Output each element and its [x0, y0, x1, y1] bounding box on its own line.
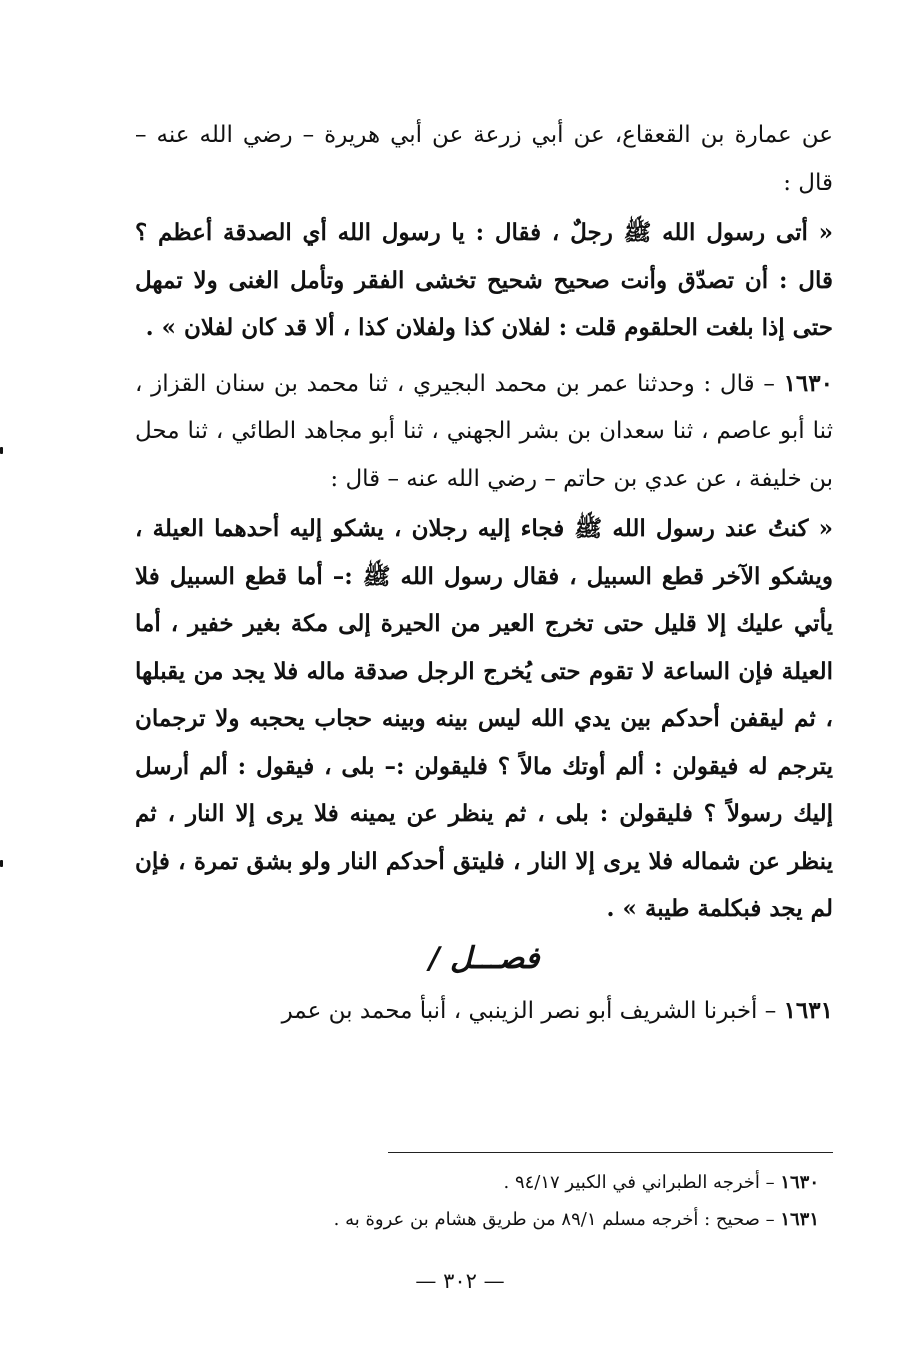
- paragraph-1631-chain: [135, 987, 833, 1036]
- hadith-text-1629: « أتى رسول الله ﷺ رجلٌ ، فقال : يا رسول الله أي الصدقة أعظم ؟ قال : أن تصدّق وأنت صحيح شحيح تخشى الفقر وتأمل الغنى ولا تمهل حتى إذا بلغت الحلقوم قلت : لفلان كذا ولفلان كذا ، ألا قد كان لفلان » .: [135, 219, 833, 341]
- footnote-divider: [388, 1152, 833, 1153]
- chain-text: – قال : وحدثنا عمر بن محمد البجيري ، ثنا محمد بن سنان القزاز ، ثنا أبو عاصم ، ثنا سعدان بن بشر الجهني ، ثنا أبو مجاهد الطائي ، ثنا محل بن خليفة ، عن عدي بن حاتم – رضي الله عنه – قال :: [135, 370, 833, 492]
- main-text: [135, 112, 833, 1035]
- footnotes: [135, 1164, 833, 1238]
- footnote-text: – صحيح : أخرجه مسلم ٨٩/١ من طريق هشام بن عروة به .: [333, 1209, 781, 1230]
- hadith-number: ١٦٣١: [783, 996, 833, 1024]
- paragraph-chain-end: عن عمارة بن القعقاع، عن أبي زرعة عن أبي هريرة – رضي الله عنه – قال :: [135, 122, 833, 196]
- section-title: فصـــل /: [428, 940, 540, 976]
- hadith-text-1630: « كنتُ عند رسول الله ﷺ فجاء إليه رجلان ، يشكو إليه أحدهما العيلة ، ويشكو الآخر قطع السبيل ، فقال رسول الله ﷺ :– أما قطع السبيل فلا يأتي عليك إلا قليل حتى تخرج العير من الحيرة إلى مكة بغير خفير ، أما العيلة فإن الساعة لا تقوم حتى يُخرج الرجل صدقة ماله فلا يجد من يقبلها ، ثم ليقفن أحدكم بين يدي الله ليس بينه وبينه حجاب يحجبه ولا ترجمان يترجم له فيقولن : ألم أوتك مالاً ؟ فليقولن :– بلى ، فيقول : ألم أرسل إليك رسولاً ؟ فليقولن : بلى ، ثم ينظر عن يمينه فلا يرى إلا النار ، ثم ينظر عن شماله فلا يرى إلا النار ، فليتق أحدكم النار ولو بشق تمرة ، فإن لم يجد فبكلمة طيبة » .: [135, 515, 833, 922]
- footnote-text: – أخرجه الطبراني في الكبير ٩٤/١٧ .: [503, 1172, 781, 1193]
- hadith-number: ١٦٣٠: [783, 369, 833, 397]
- paragraph-1630-chain: [135, 360, 833, 504]
- page-number: — ٣٠٢ —: [415, 1269, 505, 1293]
- chain-text: – أخبرنا الشريف أبو نصر الزينبي ، أنبأ محمد بن عمر: [281, 997, 784, 1024]
- footnote-number: ١٦٣٠: [780, 1172, 819, 1193]
- scan-mark: [0, 447, 3, 454]
- footnote-1630: [135, 1164, 833, 1201]
- footnote-1631: [135, 1201, 833, 1238]
- scan-mark: [0, 860, 3, 867]
- footnote-number: ١٦٣١: [780, 1209, 819, 1230]
